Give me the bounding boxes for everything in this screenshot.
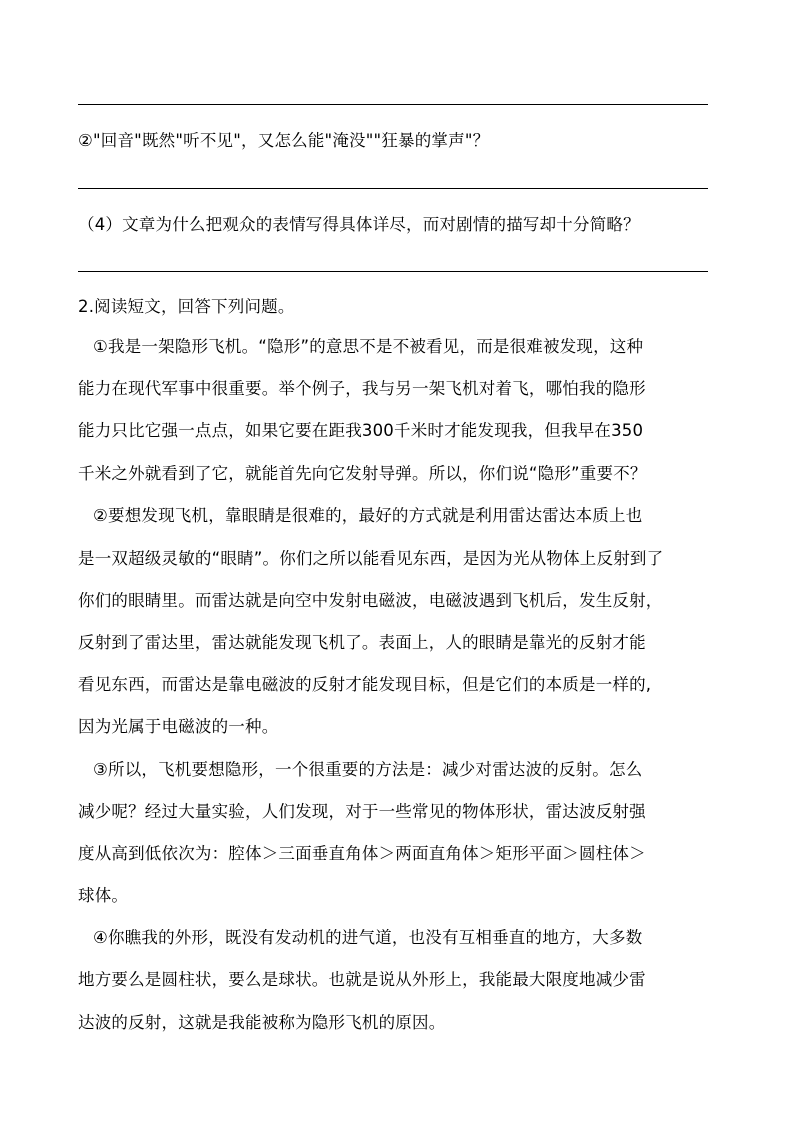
passage-line: ②要想发现飞机，靠眼睛是很难的，最好的方式就是利用雷达雷达本质上也 <box>93 506 643 525</box>
question-4: （4）文章为什么把观众的表情写得具体详尽，而对剧情的描写却十分简略？ <box>78 215 640 234</box>
answer-line <box>78 271 708 272</box>
passage-line: 能力只比它强一点点，如果它要在距我300千米时才能发现我，但我早在350 <box>78 421 644 440</box>
passage-line: 你们的眼睛里。而雷达就是向空中发射电磁波，电磁波遇到飞机后，发生反射， <box>78 591 663 610</box>
passage-line: 看见东西，而雷达是靠电磁波的反射才能发现目标，但是它们的本质是一样的, <box>78 675 652 694</box>
section-2-intro: 2.阅读短文，回答下列问题。 <box>78 297 295 316</box>
passage-line: 因为光属于电磁波的一种。 <box>78 717 279 736</box>
answer-line <box>78 104 708 105</box>
passage-line: 千米之外就看到了它，就能首先向它发射导弹。所以，你们说“隐形”重要不？ <box>78 464 647 483</box>
passage-line: ④你瞧我的外形，既没有发动机的进气道，也没有互相垂直的地方，大多数 <box>93 928 643 947</box>
passage-line: 是一双超级灵敏的“眼睛”。你们之所以能看见东西，是因为光从物体上反射到了 <box>78 549 664 568</box>
passage-line: ①我是一架隐形飞机。“隐形”的意思不是不被看见，而是很难被发现，这种 <box>93 337 644 356</box>
passage-line: 球体。 <box>78 886 129 905</box>
passage-line: ③所以，飞机要想隐形，一个很重要的方法是：减少对雷达波的反射。怎么 <box>93 760 643 779</box>
question-3-sub-2: ②"回音"既然"听不见"，又怎么能"淹没""狂暴的掌声"？ <box>78 131 490 150</box>
answer-line <box>78 188 708 189</box>
passage-line: 减少呢？经过大量实验，人们发现，对于一些常见的物体形状，雷达波反射强 <box>78 802 646 821</box>
passage-line: 地方要么是圆柱状，要么是球状。也就是说从外形上，我能最大限度地减少雷 <box>78 970 646 989</box>
passage-line: 反射到了雷达里，雷达就能发现飞机了。表面上，人的眼睛是靠光的反射才能 <box>78 633 646 652</box>
passage-line: 度从高到低依次为：腔体＞三面垂直角体＞两面直角体＞矩形平面＞圆柱体＞ <box>78 844 646 863</box>
passage-line: 能力在现代军事中很重要。举个例子，我与另一架飞机对着飞，哪怕我的隐形 <box>78 379 646 398</box>
passage-line: 达波的反射，这就是我能被称为隐形飞机的原因。 <box>78 1013 446 1032</box>
